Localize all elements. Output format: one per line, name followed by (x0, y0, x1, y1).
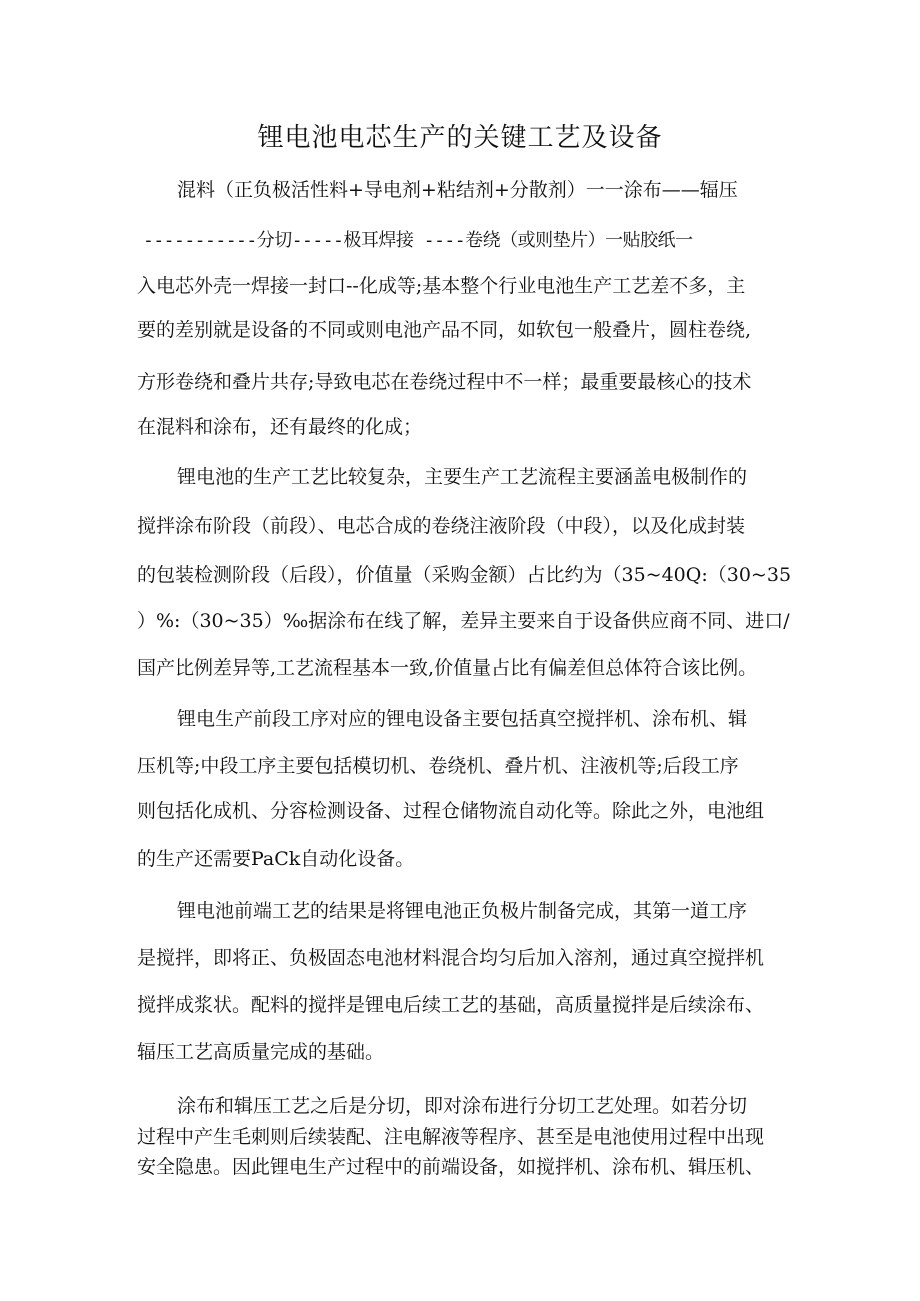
paragraph-5-line-3: 安全隐患。因此锂电生产过程中的前端设备，如搅拌机、涂布机、辑压机、 (137, 1156, 765, 1178)
paragraph-1-line-3: 入电芯外壳一焊接一封口--化成等;基本整个行业电池生产工艺差不多，主 (137, 275, 746, 297)
paragraph-1-line-2: -----------分切-----极耳焊接 ----卷绕（或则垫片）一贴胶纸一 (143, 230, 693, 251)
paragraph-4-line-2: 是搅拌，即将正、负极固态电池材料混合均匀后加入溶剂，通过真空搅拌机 (137, 947, 765, 969)
paragraph-3-line-2: 压机等;中段工序主要包括模切机、卷绕机、叠片机、注液机等;后段工序 (137, 755, 739, 777)
paragraph-3-line-1: 锂电生产前段工序对应的锂电设备主要包括真空搅拌机、涂布机、辑 (177, 708, 748, 730)
paragraph-3-line-3: 则包括化成机、分容检测设备、过程仓储物流自动化等。除此之外，电池组 (137, 800, 765, 822)
paragraph-5-line-2: 过程中产生毛刺则后续装配、注电解液等程序、甚至是电池使用过程中出现 (137, 1126, 765, 1148)
paragraph-1-line-6: 在混料和涂布，还有最终的化成； (137, 416, 423, 438)
paragraph-1-line-4: 要的差别就是设备的不同或则电池产品不同，如软包一般叠片，圆柱卷绕, (137, 319, 752, 341)
paragraph-3-line-4: 的生产还需要PaCk自动化设备。 (137, 848, 415, 870)
paragraph-2-line-4: ）%:（30~35）‰据涂布在线了解，差异主要来自于设备供应商不同、进口/ (137, 610, 790, 632)
paragraph-4-line-1: 锂电池前端工艺的结果是将锂电池正负极片制备完成，其第一道工序 (177, 900, 748, 922)
paragraph-2-line-2: 搅拌涂布阶段（前段）、电芯合成的卷绕注液阶段（中段），以及化成封装 (137, 515, 746, 537)
paragraph-4-line-3: 搅拌成浆状。配料的搅拌是锂电后续工艺的基础，高质量搅拌是后续涂布、 (137, 994, 765, 1016)
paragraph-2-line-5: 国产比例差异等,工艺流程基本一致,价值量占比有偏差但总体符合该比例。 (137, 657, 758, 679)
paragraph-4-line-4: 辐压工艺高质量完成的基础。 (137, 1041, 385, 1063)
paragraph-5-line-1: 涂布和辑压工艺之后是分切，即对涂布进行分切工艺处理。如若分切 (177, 1095, 748, 1117)
paragraph-1-line-5: 方形卷绕和叠片共存;导致电芯在卷绕过程中不一样；最重要最核心的技术 (137, 371, 752, 393)
document-title: 锂电池电芯生产的关键工艺及设备 (257, 123, 663, 153)
paragraph-2-line-3: 的包装检测阶段（后段），价值量（采购金额）占比约为（35~40Q:（30~35 (137, 564, 792, 586)
paragraph-1-line-1: 混料（正负极活性料+导电剂+粘结剂+分散剂）一一涂布——辐压 (177, 179, 738, 201)
paragraph-2-line-1: 锂电池的生产工艺比较复杂，主要生产工艺流程主要涵盖电极制作的 (177, 466, 748, 488)
